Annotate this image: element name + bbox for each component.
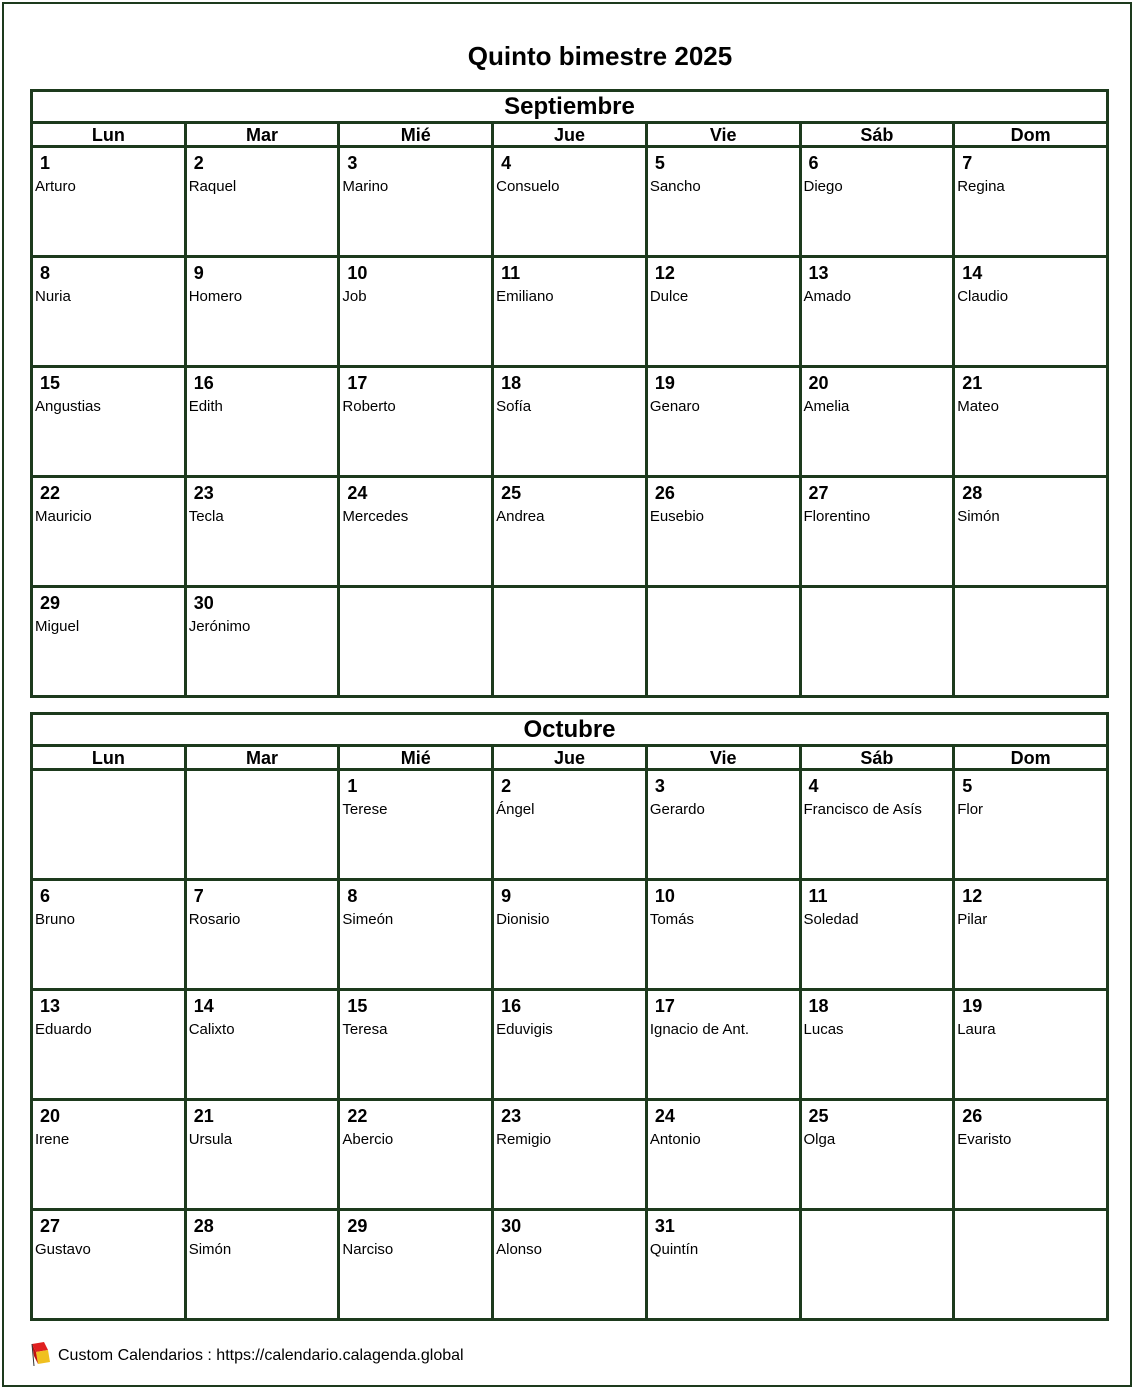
saint-name: Marino [342, 178, 389, 195]
saint-name: Tecla [188, 508, 224, 525]
weekday-header: Vie [646, 746, 800, 770]
day-cell [800, 367, 954, 477]
day-number: 28 [962, 483, 983, 503]
day-cell [32, 880, 186, 990]
day-cell [646, 770, 800, 880]
saint-name: Flor [957, 801, 984, 818]
month-september [30, 89, 1109, 698]
day-cell [493, 367, 647, 477]
day-number: 17 [654, 996, 675, 1016]
saint-name: Pilar [957, 911, 988, 928]
day-cell [954, 477, 1108, 587]
saint-name: Eduardo [35, 1021, 92, 1038]
day-cell [185, 990, 339, 1100]
day-cell [800, 477, 954, 587]
weekday-header: Mar [185, 123, 339, 147]
saint-name: Genaro [649, 398, 700, 415]
saint-name: Gustavo [35, 1241, 91, 1258]
day-number: 1 [347, 776, 358, 796]
weekday-header: Sáb [800, 746, 954, 770]
day-cell [646, 257, 800, 367]
weekday-header: Mar [185, 746, 339, 770]
day-number: 10 [654, 886, 675, 906]
calendar-table [30, 712, 1109, 1321]
day-cell [493, 477, 647, 587]
saint-name: Eusebio [649, 508, 705, 525]
day-number: 24 [654, 1106, 675, 1126]
saint-name: Olga [803, 1131, 836, 1148]
weekday-header: Sáb [800, 123, 954, 147]
saint-name: Ursula [188, 1131, 233, 1148]
day-number: 20 [40, 1106, 61, 1126]
day-cell [32, 990, 186, 1100]
saint-name: Dionisio [496, 911, 550, 928]
day-number: 26 [654, 483, 675, 503]
saint-name: Rosario [188, 911, 241, 928]
day-number: 5 [654, 153, 665, 173]
day-number: 27 [808, 483, 829, 503]
day-cell [185, 477, 339, 587]
saint-name: Laura [957, 1021, 996, 1038]
weekday-header: Vie [646, 123, 800, 147]
day-number: 31 [654, 1216, 675, 1236]
day-cell [185, 147, 339, 257]
day-cell [339, 257, 493, 367]
weekday-row [32, 123, 1108, 147]
day-cell [493, 1100, 647, 1210]
day-number: 13 [808, 263, 829, 283]
saint-name: Lucas [803, 1021, 844, 1038]
month-october [30, 712, 1109, 1321]
day-cell [32, 477, 186, 587]
day-cell [800, 257, 954, 367]
saint-name: Florentino [803, 508, 871, 525]
saint-name: Terese [342, 801, 388, 818]
empty-day-cell [339, 587, 493, 697]
day-cell [339, 770, 493, 880]
day-number: 7 [193, 886, 204, 906]
saint-name: Simeón [342, 911, 394, 928]
saint-name: Tomás [649, 911, 694, 928]
day-cell [339, 880, 493, 990]
weekday-header: Dom [954, 746, 1108, 770]
day-number: 7 [962, 153, 973, 173]
day-cell [646, 1210, 800, 1320]
saint-name: Roberto [342, 398, 396, 415]
month-name: Septiembre [32, 91, 1108, 123]
week-row [32, 367, 1108, 477]
day-number: 16 [193, 373, 214, 393]
day-cell [954, 1100, 1108, 1210]
footer-text: Custom Calendarios : https://calendario.calagenda.global [58, 1347, 464, 1364]
day-cell [339, 1100, 493, 1210]
saint-name: Andrea [496, 508, 545, 525]
saint-name: Teresa [342, 1021, 388, 1038]
day-cell [646, 1100, 800, 1210]
day-cell [339, 367, 493, 477]
day-number: 15 [347, 996, 368, 1016]
weekday-header: Jue [493, 123, 647, 147]
saint-name: Mercedes [342, 508, 409, 525]
saint-name: Angustias [35, 398, 101, 415]
day-number: 10 [347, 263, 368, 283]
day-number: 24 [347, 483, 368, 503]
day-number: 22 [347, 1106, 368, 1126]
day-cell [493, 770, 647, 880]
day-cell [32, 257, 186, 367]
day-cell [954, 257, 1108, 367]
day-number: 9 [193, 263, 204, 283]
saint-name: Mateo [957, 398, 999, 415]
day-cell [32, 367, 186, 477]
saint-name: Consuelo [496, 178, 560, 195]
saint-name: Sofía [496, 398, 532, 415]
saint-name: Emiliano [496, 288, 554, 305]
saint-name: Regina [957, 178, 1005, 195]
day-cell [954, 990, 1108, 1100]
day-cell [954, 770, 1108, 880]
day-cell [185, 880, 339, 990]
saint-name: Narciso [342, 1241, 394, 1258]
day-cell [339, 477, 493, 587]
saint-name: Nuria [35, 288, 71, 305]
saint-name: Edith [188, 398, 223, 415]
day-number: 29 [40, 593, 61, 613]
saint-name: Ignacio de Ant. [649, 1021, 750, 1038]
day-number: 26 [962, 1106, 983, 1126]
weekday-header: Lun [32, 123, 186, 147]
saint-name: Irene [35, 1131, 70, 1148]
day-cell [32, 1100, 186, 1210]
saint-name: Remigio [496, 1131, 552, 1148]
day-cell [493, 1210, 647, 1320]
empty-day-cell [800, 587, 954, 697]
day-cell [646, 990, 800, 1100]
day-cell [32, 147, 186, 257]
day-cell [32, 587, 186, 697]
day-cell [493, 880, 647, 990]
calendar-logo-icon [30, 1340, 52, 1366]
saint-name: Eduvigis [496, 1021, 553, 1038]
saint-name: Mauricio [35, 508, 92, 525]
day-number: 8 [347, 886, 358, 906]
day-cell [800, 147, 954, 257]
day-cell [646, 147, 800, 257]
day-number: 12 [962, 886, 983, 906]
saint-name: Calixto [188, 1021, 235, 1038]
saint-name: Diego [803, 178, 843, 195]
saint-name: Alonso [496, 1241, 542, 1258]
day-cell [954, 367, 1108, 477]
calendar-table [30, 89, 1109, 698]
saint-name: Dulce [649, 288, 689, 305]
day-number: 23 [501, 1106, 522, 1126]
empty-day-cell [646, 587, 800, 697]
day-number: 8 [40, 263, 51, 283]
saint-name: Amelia [803, 398, 850, 415]
day-number: 14 [962, 263, 983, 283]
day-cell [954, 147, 1108, 257]
empty-day-cell [493, 587, 647, 697]
week-row [32, 990, 1108, 1100]
day-number: 30 [501, 1216, 522, 1236]
day-number: 6 [40, 886, 51, 906]
saint-name: Soledad [803, 911, 859, 928]
day-number: 11 [808, 886, 828, 906]
saint-name: Sancho [649, 178, 701, 195]
day-number: 3 [347, 153, 358, 173]
day-number: 22 [40, 483, 61, 503]
week-row [32, 770, 1108, 880]
day-number: 17 [347, 373, 368, 393]
day-cell [493, 147, 647, 257]
saint-name: Job [342, 288, 367, 305]
day-number: 19 [962, 996, 983, 1016]
saint-name: Evaristo [957, 1131, 1012, 1148]
week-row [32, 1210, 1108, 1320]
weekday-header: Mié [339, 746, 493, 770]
day-number: 29 [347, 1216, 368, 1236]
day-number: 28 [193, 1216, 214, 1236]
day-number: 14 [193, 996, 214, 1016]
empty-day-cell [954, 1210, 1108, 1320]
day-number: 21 [962, 373, 983, 393]
day-number: 30 [193, 593, 214, 613]
saint-name: Simón [957, 508, 1000, 525]
day-cell [32, 1210, 186, 1320]
day-cell [800, 770, 954, 880]
day-number: 25 [501, 483, 522, 503]
day-number: 16 [501, 996, 522, 1016]
day-number: 6 [808, 153, 819, 173]
saint-name: Simón [188, 1241, 232, 1258]
day-cell [646, 367, 800, 477]
weekday-header: Mié [339, 123, 493, 147]
day-cell [339, 147, 493, 257]
day-number: 27 [40, 1216, 61, 1236]
day-number: 5 [962, 776, 973, 796]
day-cell [339, 1210, 493, 1320]
saint-name: Quintín [649, 1241, 699, 1258]
empty-day-cell [185, 770, 339, 880]
day-number: 23 [193, 483, 214, 503]
day-number: 20 [808, 373, 829, 393]
week-row [32, 147, 1108, 257]
saint-name: Raquel [188, 178, 237, 195]
page-title: Quinto bimestre 2025 [467, 41, 733, 71]
saint-name: Bruno [35, 911, 76, 928]
day-cell [185, 367, 339, 477]
day-number: 3 [654, 776, 665, 796]
day-number: 9 [501, 886, 512, 906]
day-number: 2 [501, 776, 512, 796]
day-cell [800, 990, 954, 1100]
saint-name: Claudio [957, 288, 1009, 305]
weekday-header: Jue [493, 746, 647, 770]
saint-name: Gerardo [649, 801, 705, 818]
month-name: Octubre [32, 714, 1108, 746]
day-number: 18 [808, 996, 829, 1016]
week-row [32, 257, 1108, 367]
empty-day-cell [800, 1210, 954, 1320]
week-row [32, 1100, 1108, 1210]
saint-name: Miguel [35, 618, 80, 635]
day-number: 13 [40, 996, 61, 1016]
day-cell [954, 880, 1108, 990]
day-cell [493, 990, 647, 1100]
day-cell [646, 477, 800, 587]
empty-day-cell [954, 587, 1108, 697]
day-number: 4 [808, 776, 819, 796]
saint-name: Abercio [342, 1131, 394, 1148]
empty-day-cell [32, 770, 186, 880]
day-number: 19 [654, 373, 675, 393]
weekday-row [32, 746, 1108, 770]
day-number: 1 [40, 153, 51, 173]
saint-name: Francisco de Asís [803, 801, 922, 818]
day-cell [339, 990, 493, 1100]
week-row [32, 587, 1108, 697]
day-number: 4 [501, 153, 512, 173]
saint-name: Homero [188, 288, 243, 305]
day-cell [185, 257, 339, 367]
day-cell [800, 880, 954, 990]
saint-name: Arturo [35, 178, 76, 195]
day-number: 12 [654, 263, 675, 283]
day-number: 15 [40, 373, 61, 393]
week-row [32, 477, 1108, 587]
saint-name: Ángel [496, 801, 535, 818]
weekday-header: Lun [32, 746, 186, 770]
day-number: 11 [501, 263, 521, 283]
day-cell [185, 1100, 339, 1210]
day-number: 2 [193, 153, 204, 173]
saint-name: Jerónimo [188, 618, 251, 635]
weekday-header: Dom [954, 123, 1108, 147]
day-cell [646, 880, 800, 990]
day-number: 21 [193, 1106, 214, 1126]
week-row [32, 880, 1108, 990]
saint-name: Antonio [649, 1131, 701, 1148]
day-cell [800, 1100, 954, 1210]
saint-name: Amado [803, 288, 852, 305]
footer [30, 1336, 464, 1366]
day-cell [185, 587, 339, 697]
day-number: 25 [808, 1106, 829, 1126]
day-number: 18 [501, 373, 522, 393]
day-cell [493, 257, 647, 367]
day-cell [185, 1210, 339, 1320]
